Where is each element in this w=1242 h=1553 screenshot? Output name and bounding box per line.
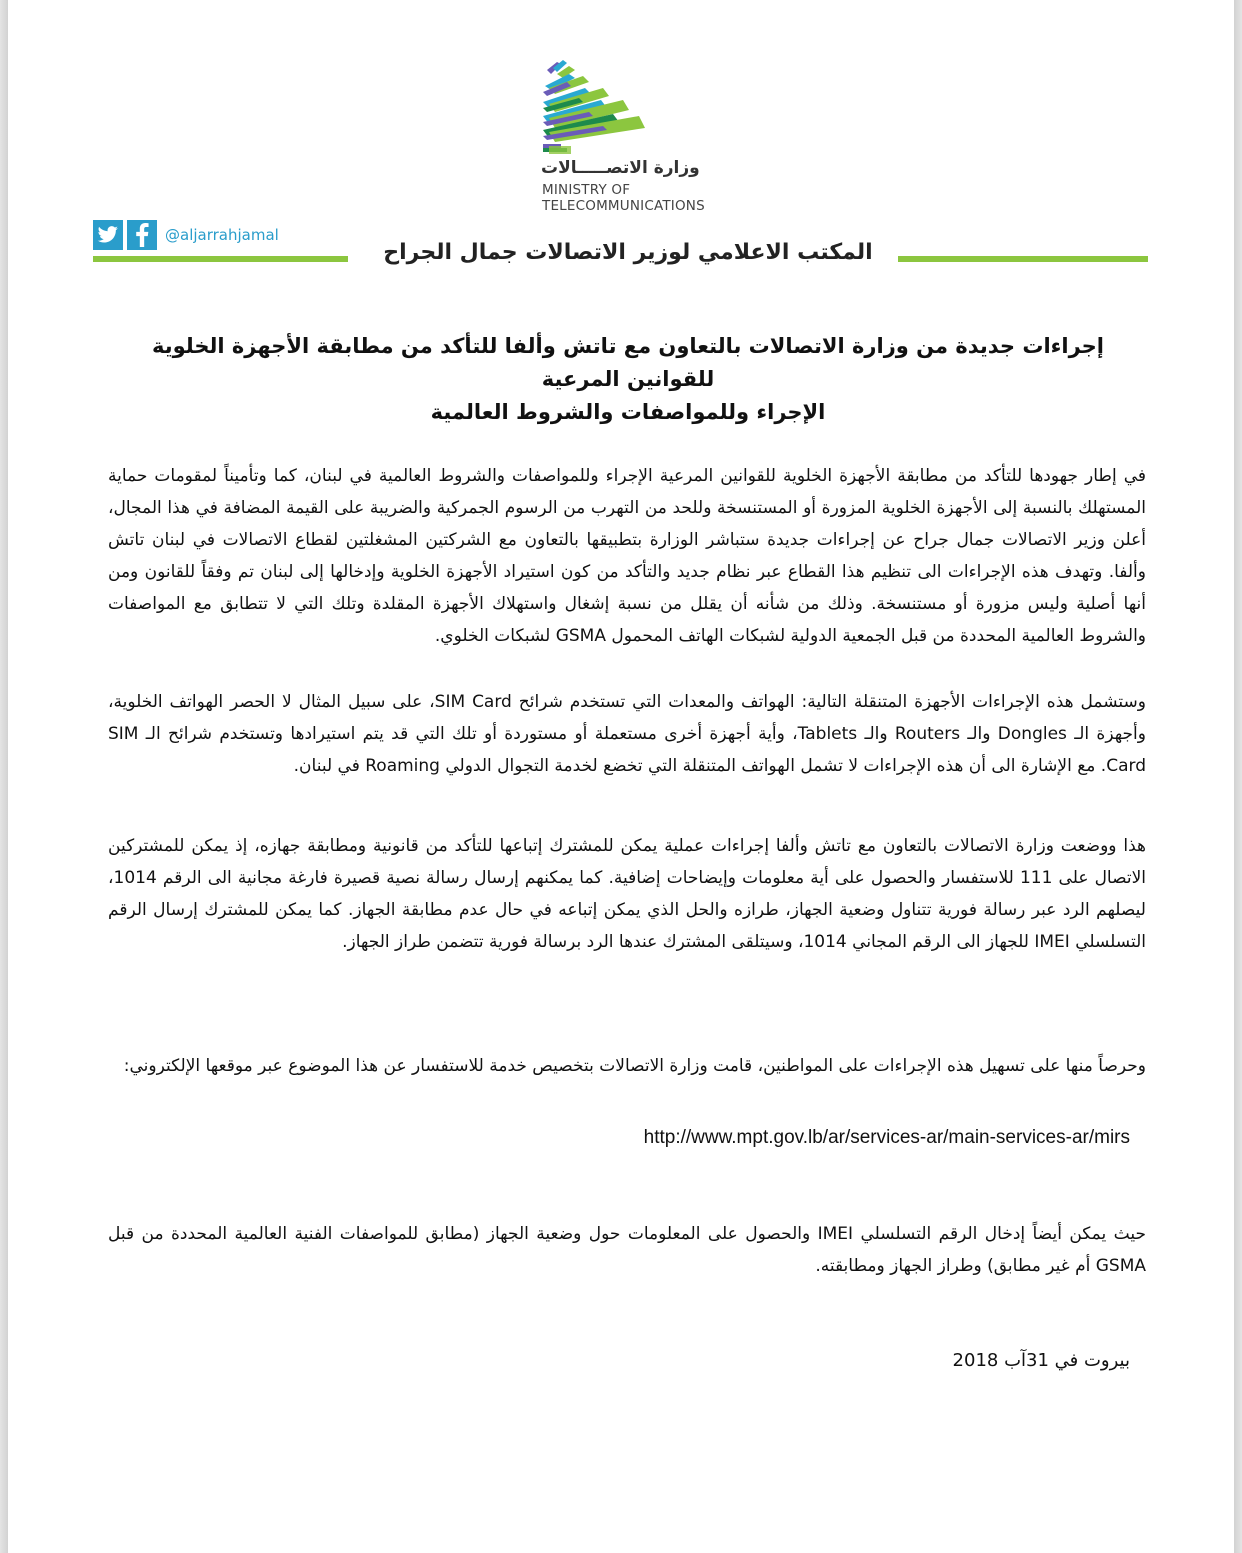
document-page xyxy=(8,0,1234,1553)
page-edge-left xyxy=(0,0,8,1553)
cedar-stripes-logo-icon xyxy=(539,58,649,158)
headline-line1: إجراءات جديدة من وزارة الاتصالات بالتعاون مع تاتش وألفا للتأكد من مطابقة الأجهزة الخلوية للقوانين المرعية xyxy=(152,334,1104,391)
social-handle-block xyxy=(93,220,279,250)
body-paragraph-2: وستشمل هذه الإجراءات الأجهزة المتنقلة التالية: الهواتف والمعدات التي تستخدم شرائح SIM Card، على سبيل المثال لا الحصر الهواتف الخلوية، وأجهزة الـ Dongles والـ Routers والـ Tablets، وأية أجهزة أخرى مستعملة أو مستوردة أو تلك التي قد يتم استيرادها وتستخدم شرائح الـ SIM Card. مع الإشارة الى أن هذه الإجراءات لا تشمل الهواتف المتنقلة التي تخضع لخدمة التجوال الدولي Roaming في لبنان. xyxy=(108,692,1146,776)
headline-line2: الإجراء وللمواصفات والشروط العالمية xyxy=(430,400,826,424)
body-paragraph-5: حيث يمكن أيضاً إدخال الرقم التسلسلي IMEI والحصول على المعلومات حول وضعية الجهاز (مطابق للمواصفات الفنية العالمية المحددة من قبل GSMA أم غير مطابق) وطراز الجهاز ومطابقته. xyxy=(108,1224,1146,1276)
body-paragraph-1: في إطار جهودها للتأكد من مطابقة الأجهزة الخلوية للقوانين المرعية الإجراء وللمواصفات والشروط العالمية في لبنان، كما وتأميناً لمقومات حماية المستهلك بالنسبة إلى الأجهزة الخلوية المزورة أو المستنسخة وللحد من التهرب من الرسوم الجمركية والضريبة على القيمة المضافة في هذا المجال، أعلن وزير الاتصالات جمال جراح عن إجراءات جديدة ستباشر الوزارة بتطبيقها بالتعاون مع الشركتين المشغلتين لقطاع الاتصالات في لبنان تاتش وألفا. وتهدف هذه الإجراءات الى تنظيم هذا القطاع عبر نظام جديد والتأكد من كون استيراد الأجهزة الخلوية وإدخالها إلى لبنان تم وفقاً للقانون ومن أنها أصلية وليس مزورة أو مستنسخة. وذلك من شأنه أن يقلل من نسبة إشغال واستهلاك الأجهزة المقلدة وتلك التي لا تتطابق مع المواصفات والشروط العالمية المحددة من قبل الجمعية الدولية لشبكات الهاتف المحمول GSMA لشبكات الخلوي. xyxy=(108,466,1146,646)
ministry-logo xyxy=(533,58,733,218)
press-release-headline xyxy=(108,330,1148,429)
page-edge-right xyxy=(1234,0,1242,1553)
dateline: بيروت في 31آب 2018 xyxy=(952,1350,1130,1371)
header-divider-left xyxy=(93,256,348,262)
social-handle[interactable]: @aljarrahjamal xyxy=(165,226,279,244)
body-paragraph-3: هذا ووضعت وزارة الاتصالات بالتعاون مع تاتش وألفا إجراءات عملية يمكن للمشترك إتباعها للتأكد من قانونية ومطابقة جهازه، إذ يمكن للمشتركين الاتصال على 111 للاستفسار والحصول على أية معلومات وإيضاحات إضافية. كما يمكنهم إرسال رسالة نصية قصيرة فارغة مجانية الى الرقم 1014، ليصلهم الرد عبر رسالة فورية تتناول وضعية الجهاز، طرازه والحل الذي يمكن إتباعه في حال عدم مطابقة الجهاز. كما يمكن للمشترك إرسال الرقم التسلسلي IMEI للجهاز الى الرقم المجاني 1014، وسيتلقى المشترك عندها الرد برسالة فورية تتضمن طراز الجهاز. xyxy=(108,836,1147,952)
office-title: المكتب الاعلامي لوزير الاتصالات جمال الجراح xyxy=(383,240,873,265)
body-paragraph-4: وحرصاً منها على تسهيل هذه الإجراءات على المواطنين، قامت وزارة الاتصالات بتخصيص خدمة للاستفسار عن هذا الموضوع عبر موقعها الإلكتروني: xyxy=(123,1056,1146,1076)
header-divider-right xyxy=(898,256,1148,262)
facebook-icon[interactable] xyxy=(127,220,157,250)
service-url-link[interactable]: http://www.mpt.gov.lb/ar/services-ar/main-services-ar/mirs xyxy=(643,1127,1130,1148)
twitter-icon[interactable] xyxy=(93,220,123,250)
ministry-name-arabic: وزارة الاتصـــــالات xyxy=(541,158,700,178)
ministry-name-line1: MINISTRY OF xyxy=(542,182,631,198)
ministry-name-english xyxy=(542,182,705,214)
ministry-name-line2: TELECOMMUNICATIONS xyxy=(542,198,705,214)
